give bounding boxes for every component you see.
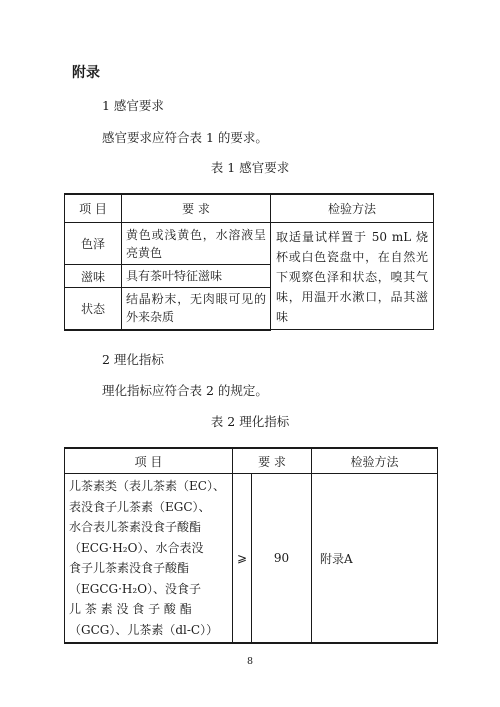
table-1-header-item: 项 目	[65, 194, 122, 223]
table-2-header-method: 检验方法	[312, 448, 438, 474]
section-1-paragraph: 感官要求应符合表 1 的要求。	[102, 130, 268, 145]
table-1-header-row	[65, 194, 434, 223]
item-line: （GCG）、儿茶素（dl-C））	[69, 622, 219, 637]
section-2-heading: 2 理化指标	[102, 352, 164, 367]
page-number: 8	[246, 656, 254, 667]
table-cell-item	[65, 474, 233, 644]
table-cell-requirement: 结晶粉末，无肉眼可见的外来杂质	[122, 288, 271, 330]
table-cell-requirement: 具有茶叶特征滋味	[122, 265, 271, 288]
section-1-heading: 1 感官要求	[102, 98, 164, 113]
item-line: （ECG·H₂O）、水合表没	[69, 540, 204, 555]
table-2-header-row	[65, 448, 438, 474]
table-1-header-requirement: 要 求	[122, 194, 271, 223]
table-1-header-method: 检验方法	[271, 194, 434, 223]
table-cell-item: 状态	[65, 288, 122, 330]
table-cell-requirement: 黄色或浅黄色，水溶液呈亮黄色	[122, 223, 271, 265]
item-line: 表没食子儿茶素（EGC）、	[69, 499, 211, 514]
table-cell-operator: ⩾	[233, 474, 252, 644]
table-row	[65, 474, 438, 644]
table-1-caption: 表 1 感官要求	[210, 160, 290, 175]
item-line: （EGCG·H₂O）、没食子	[69, 581, 202, 596]
table-2-header-requirement: 要 求	[233, 448, 312, 474]
table-2-header-item: 项 目	[65, 448, 233, 474]
item-line: 水合表儿茶素没食子酸酯	[69, 520, 202, 534]
table-cell-item: 色泽	[65, 223, 122, 265]
appendix-title: 附录	[72, 65, 100, 81]
table-cell-item: 滋味	[65, 265, 122, 288]
table-cell-method: 附录A	[312, 474, 438, 644]
table-row	[65, 223, 434, 265]
item-line: 食子儿茶素没食子酸酯	[69, 561, 190, 575]
table-2-caption: 表 2 理化指标	[210, 414, 290, 429]
section-2-paragraph: 理化指标应符合表 2 的规定。	[102, 383, 268, 398]
item-line: 儿 茶 素 没 食 子 酸 酯	[69, 602, 192, 616]
table-cell-value: 90	[252, 474, 312, 644]
item-line: 儿茶素类（表儿茶素（EC）、	[69, 479, 225, 493]
sensory-requirements-table	[64, 193, 434, 331]
table-cell-method: 取适量试样置于 50 mL 烧杯或白色瓷盘中，在自然光下观察色泽和状态，嗅其气味，用温开水漱口，品其滋味	[271, 223, 434, 330]
physicochemical-indicators-table	[64, 447, 438, 644]
